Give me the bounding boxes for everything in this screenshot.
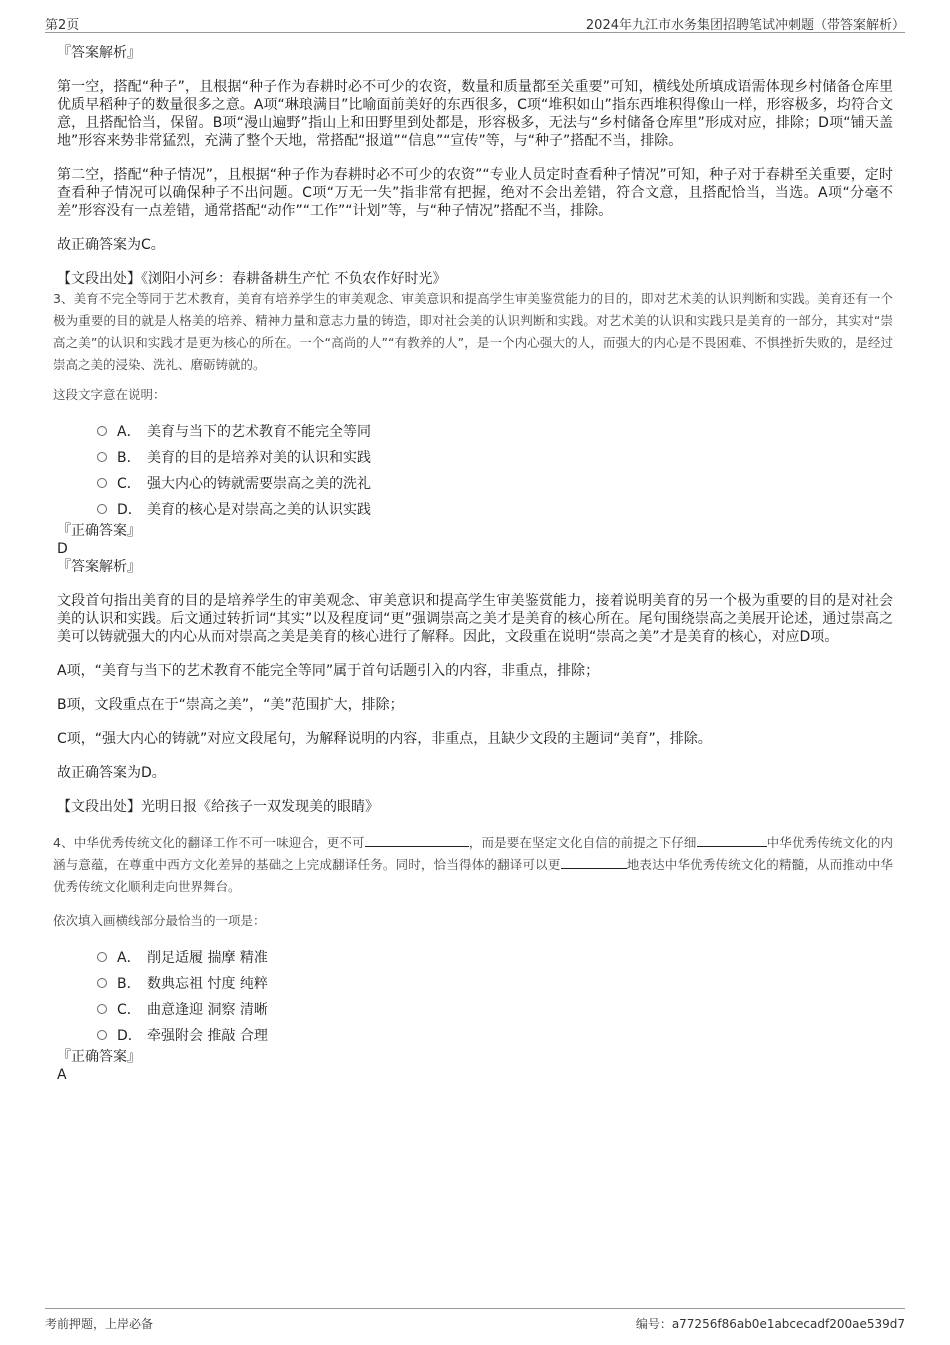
q4-option-b[interactable]: B． 数典忘祖 忖度 纯粹 — [97, 970, 893, 996]
q4-block — [53, 832, 893, 932]
q2-analysis-para1: 第一空，搭配“种子”，且根据“种子作为春耕时必不可少的农资，数量和质量都至关重要”可知，横线处所填成语需体现乡村储备仓库里优质早稻种子的数量很多之意。A项“琳琅满目”比喻面前美好的东西很多，C项“堆积如山”指东西堆积得像山一样，形容极多，均符合文意，且搭配恰当，保留。B项“漫山遍野”指山上和田野里到处都是，形容极多，无法与“乡村储备仓库里”形成对应，排除；D项“铺天盖地”形容来势非常猛烈，充满了整个天地，常搭配“报道”“信息”“宣传”等，与“种子”搭配不当，排除。 — [57, 79, 893, 149]
q2-conclusion: 故正确答案为C。 — [57, 237, 165, 253]
q3-prompt: 这段文字意在说明： — [53, 387, 166, 402]
q3-block — [53, 288, 893, 406]
q3-options — [57, 418, 893, 522]
page-content — [53, 44, 893, 1084]
q3-option-c[interactable]: C． 强大内心的铸就需要崇高之美的洗礼 — [97, 470, 893, 496]
q3-answer-label: 『正确答案』 — [57, 523, 141, 539]
radio-icon[interactable] — [97, 504, 107, 514]
q3-stem: 3、美育不完全等同于艺术教育，美育有培养学生的审美观念、审美意识和提高学生审美鉴赏能力的目的，即对艺术美的认识判断和实践。美育还有一个极为重要的目的就是人格美的培养、精神力量和意志力量的铸造，即对社会美的认识判断和实践。对艺术美的认识和实践只是美育的一部分，其实对“崇高之美”的认识和实践才是更为核心的所在。一个“高尚的人”“有教养的人”，是一个内心强大的人，而强大的内心是不畏困难、不惧挫折失败的，是经过崇高之美的浸染、洗礼、磨砺铸就的。 — [53, 291, 893, 372]
q4-answer: A — [57, 1067, 67, 1083]
q3-source: 【文段出处】光明日报《给孩子一双发现美的眼睛》 — [57, 799, 379, 815]
page-number: 第2页 — [45, 18, 80, 33]
q4-answer-label: 『正确答案』 — [57, 1049, 141, 1065]
page-footer — [45, 1308, 905, 1335]
q4-option-c[interactable]: C． 曲意逢迎 洞察 清晰 — [97, 996, 893, 1022]
q3-conclusion: 故正确答案为D。 — [57, 765, 166, 781]
q3-option-a[interactable]: A． 美育与当下的艺术教育不能完全等同 — [97, 418, 893, 444]
document-title: 2024年九江市水务集团招聘笔试冲刺题（带答案解析） — [585, 18, 905, 33]
radio-icon[interactable] — [97, 452, 107, 462]
q2-analysis-label: 『答案解析』 — [57, 45, 141, 61]
q4-option-d[interactable]: D． 牵强附会 推敲 合理 — [97, 1022, 893, 1048]
q2-analysis-para2: 第二空，搭配“种子情况”，且根据“种子作为春耕时必不可少的农资”“专业人员定时查看种子情况”可知，种子对于春耕至关重要，定时查看种子情况可以确保种子不出问题。C项“万无一失”指非常有把握，绝对不会出差错，符合文意，且搭配恰当，当选。A项“分毫不差”形容没有一点差错，通常搭配“动作”“工作”“计划”等，与“种子情况”搭配不当，排除。 — [57, 167, 893, 219]
q4-option-a[interactable]: A． 削足适履 揣摩 精准 — [97, 944, 893, 970]
radio-icon[interactable] — [97, 478, 107, 488]
radio-icon[interactable] — [97, 952, 107, 962]
blank-1 — [365, 834, 469, 847]
radio-icon[interactable] — [97, 978, 107, 988]
page-header — [45, 12, 905, 33]
document-id: 编号：a77256f86ab0e1abcecadf200ae539d7 — [635, 1317, 905, 1331]
q4-prompt: 依次填入画横线部分最恰当的一项是： — [53, 913, 266, 928]
radio-icon[interactable] — [97, 426, 107, 436]
q3-analysis-label: 『答案解析』 — [57, 559, 141, 575]
q4-options — [57, 944, 893, 1048]
q2-source: 【文段出处】《浏阳小河乡：春耕备耕生产忙 不负农作好时光》 — [57, 271, 447, 287]
q3-analysis-3: B项，文段重点在于“崇高之美”，“美”范围扩大，排除； — [57, 697, 404, 713]
q3-analysis-2: A项，“美育与当下的艺术教育不能完全等同”属于首句话题引入的内容，非重点，排除； — [57, 663, 600, 679]
q3-option-b[interactable]: B． 美育的目的是培养对美的认识和实践 — [97, 444, 893, 470]
radio-icon[interactable] — [97, 1004, 107, 1014]
blank-3 — [561, 856, 627, 869]
footer-slogan: 考前押题，上岸必备 — [45, 1317, 154, 1331]
q3-analysis-1: 文段首句指出美育的目的是培养学生的审美观念、审美意识和提高学生审美鉴赏能力，接着说明美育的另一个极为重要的目的是对社会美的认识和实践。后文通过转折词“其实”以及程度词“更”强调崇高之美才是美育的核心所在。尾句围绕崇高之美展开论述，通过崇高之美可以铸就强大的内心从而对崇高之美是美育的核心进行了解释。因此，文段重在说明“崇高之美”才是美育的核心，对应D项。 — [57, 593, 893, 645]
blank-2 — [697, 834, 767, 847]
radio-icon[interactable] — [97, 1030, 107, 1040]
q3-analysis-4: C项，“强大内心的铸就”对应文段尾句，为解释说明的内容，非重点，且缺少文段的主题词“美育”，排除。 — [57, 731, 712, 747]
q4-stem: 4、中华优秀传统文化的翻译工作不可一味迎合，更不可 ，而是要在坚定文化自信的前提之下仔细 中华优秀传统文化的内涵与意蕴，在尊重中西方文化差异的基础之上完成翻译任务。同时，恰当得体的翻译可以更 地表达中华优秀传统文化的精髓，从而推动中华优秀传统文化顺利走向世界舞台。 — [53, 835, 893, 894]
q3-answer: D — [57, 541, 68, 557]
q3-option-d[interactable]: D． 美育的核心是对崇高之美的认识实践 — [97, 496, 893, 522]
